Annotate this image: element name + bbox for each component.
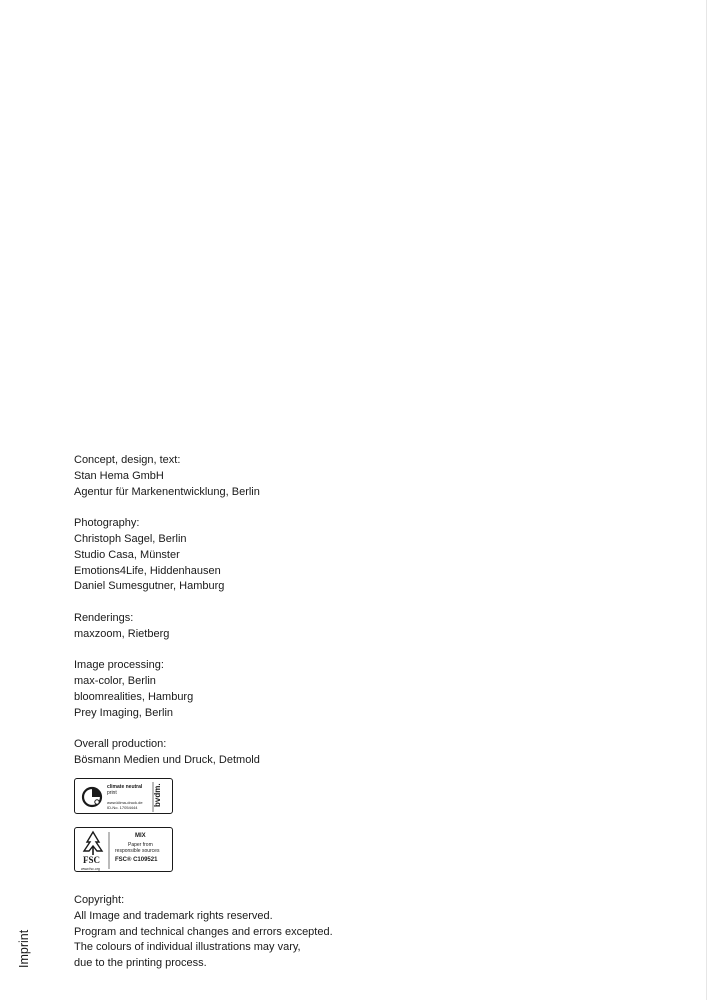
credit-line: Stan Hema GmbH [74, 469, 164, 482]
credit-line: Emotions4Life, Hiddenhausen [74, 564, 221, 577]
copyright-line: All Image and trademark rights reserved. [74, 909, 273, 922]
credit-heading: Renderings: [74, 611, 134, 624]
climate-logo-url: www.klima-druck.de [107, 799, 143, 805]
credit-line: max-color, Berlin [74, 675, 156, 688]
credit-line: bloomrealities, Hamburg [74, 690, 194, 703]
credit-heading: Overall production: [74, 738, 167, 751]
credit-line: Bösmann Medien und Druck, Detmold [74, 754, 260, 767]
copyright-heading: Copyright: [74, 894, 125, 906]
fsc-logo [74, 827, 173, 872]
fsc-logo-brand: FSC [83, 854, 101, 865]
climate-logo-subtitle: print [107, 789, 117, 796]
copyright-line: due to the printing process. [74, 957, 207, 970]
credit-line: Daniel Sumesgutner, Hamburg [74, 580, 225, 593]
copyright-line: Program and technical changes and errors excepted. [74, 925, 333, 938]
copyright-line: The colours of individual illustrations may vary, [74, 941, 301, 954]
side-label-imprint: Imprint [17, 929, 31, 968]
fsc-logo-url: www.fsc.org [81, 866, 100, 871]
credit-block-concept [74, 453, 394, 500]
fsc-logo-line2: responsible sources [115, 847, 160, 854]
copyright-section [74, 893, 414, 972]
fsc-logo-code: FSC® C109521 [115, 856, 158, 863]
credit-line: Agentur für Markenentwicklung, Berlin [74, 485, 260, 498]
credit-block-renderings [74, 611, 394, 643]
credit-line: Christoph Sagel, Berlin [74, 532, 187, 545]
credit-heading: Image processing: [74, 659, 164, 672]
climate-logo-id: ID-No. 17054444 [107, 804, 138, 810]
credit-block-production [74, 737, 394, 769]
credit-line: Studio Casa, Münster [74, 548, 180, 561]
climate-logo-title: climate neutral [107, 783, 143, 790]
climate-neutral-logo [74, 778, 173, 814]
credit-line: Prey Imaging, Berlin [74, 706, 174, 719]
credits-section [74, 453, 394, 872]
credit-heading: Concept, design, text: [74, 454, 181, 466]
fsc-logo-mix: MIX [135, 832, 146, 839]
bvdm-logo-text: bvdm. [153, 783, 162, 807]
credit-line: maxzoom, Rietberg [74, 627, 170, 640]
fsc-logo-line1: Paper from [128, 841, 153, 848]
credit-block-image-processing [74, 658, 394, 721]
credit-heading: Photography: [74, 517, 140, 530]
credit-block-photography [74, 516, 394, 595]
